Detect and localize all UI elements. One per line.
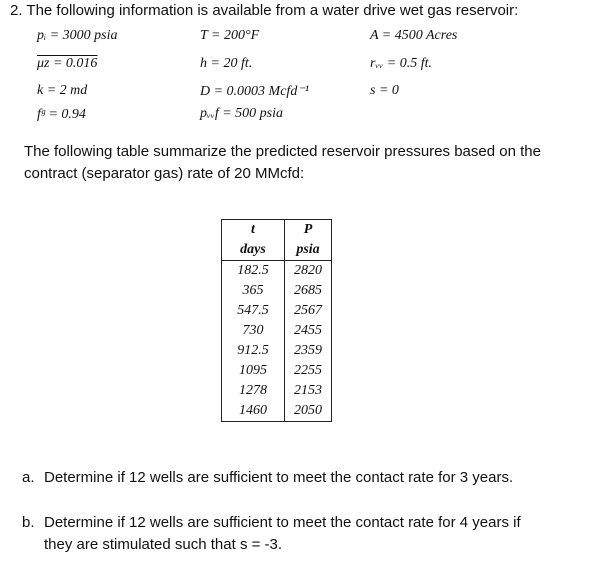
table-intro-line2: contract (separator gas) rate of 20 MMcfd:: [24, 165, 305, 182]
part-b-text-line1: Determine if 12 wells are sufficient to meet the contact rate for 4 years if: [44, 514, 521, 531]
param-wellbore-pressure: pᵥᵥf = 500 psia: [200, 106, 284, 121]
question-title: [10, 2, 518, 19]
cell-time: 1095: [222, 361, 285, 381]
part-b-label: b.: [22, 514, 35, 531]
table-row: [222, 381, 332, 401]
table-intro-line1: The following table summarize the predicted reservoir pressures based on the: [24, 143, 541, 160]
table-row: [222, 281, 332, 301]
cell-time: 912.5: [222, 341, 285, 361]
cell-time: 730: [222, 321, 285, 341]
cell-time: 1460: [222, 401, 285, 422]
part-a: [22, 469, 513, 486]
cell-pressure: 2820: [285, 261, 332, 282]
table-row: [222, 361, 332, 381]
question-intro: The following information is available from a water drive wet gas reservoir:: [26, 2, 519, 19]
part-b: [22, 514, 521, 531]
table-row: [222, 301, 332, 321]
param-non-darcy: D = 0.0003 Mcfd⁻¹: [200, 84, 309, 99]
part-b-text-line2: they are stimulated such that s = -3.: [44, 536, 283, 553]
part-a-label: a.: [22, 469, 35, 486]
table-row: [222, 341, 332, 361]
table-header-names: [222, 220, 332, 241]
cell-pressure: 2567: [285, 301, 332, 321]
param-mu-z: μz = 0.016: [37, 56, 98, 71]
table-row: [222, 401, 332, 422]
table-header-units: [222, 240, 332, 261]
param-permeability: k = 2 md: [37, 83, 88, 98]
question-number: 2.: [10, 2, 23, 19]
param-initial-pressure: pᵢ = 3000 psia: [37, 28, 118, 43]
param-area: A = 4500 Acres: [370, 28, 458, 43]
col-pressure-unit: psia: [285, 240, 332, 261]
col-pressure-name: P: [285, 220, 332, 241]
table-row: [222, 261, 332, 282]
cell-time: 365: [222, 281, 285, 301]
part-a-text: Determine if 12 wells are sufficient to meet the contact rate for 3 years.: [44, 469, 514, 486]
col-time-name: t: [222, 220, 285, 241]
cell-pressure: 2255: [285, 361, 332, 381]
table-row: [222, 321, 332, 341]
cell-pressure: 2050: [285, 401, 332, 422]
pressure-table: [221, 219, 332, 422]
cell-time: 547.5: [222, 301, 285, 321]
param-thickness: h = 20 ft.: [200, 56, 253, 71]
col-time-unit: days: [222, 240, 285, 261]
param-skin: s = 0: [370, 83, 399, 98]
param-wellbore-radius: rᵥᵥ = 0.5 ft.: [370, 56, 433, 71]
cell-pressure: 2153: [285, 381, 332, 401]
cell-pressure: 2685: [285, 281, 332, 301]
cell-time: 1278: [222, 381, 285, 401]
param-gas-fraction: fᵍ = 0.94: [37, 107, 86, 122]
cell-pressure: 2359: [285, 341, 332, 361]
cell-time: 182.5: [222, 261, 285, 282]
cell-pressure: 2455: [285, 321, 332, 341]
param-temperature: T = 200°F: [200, 28, 260, 43]
